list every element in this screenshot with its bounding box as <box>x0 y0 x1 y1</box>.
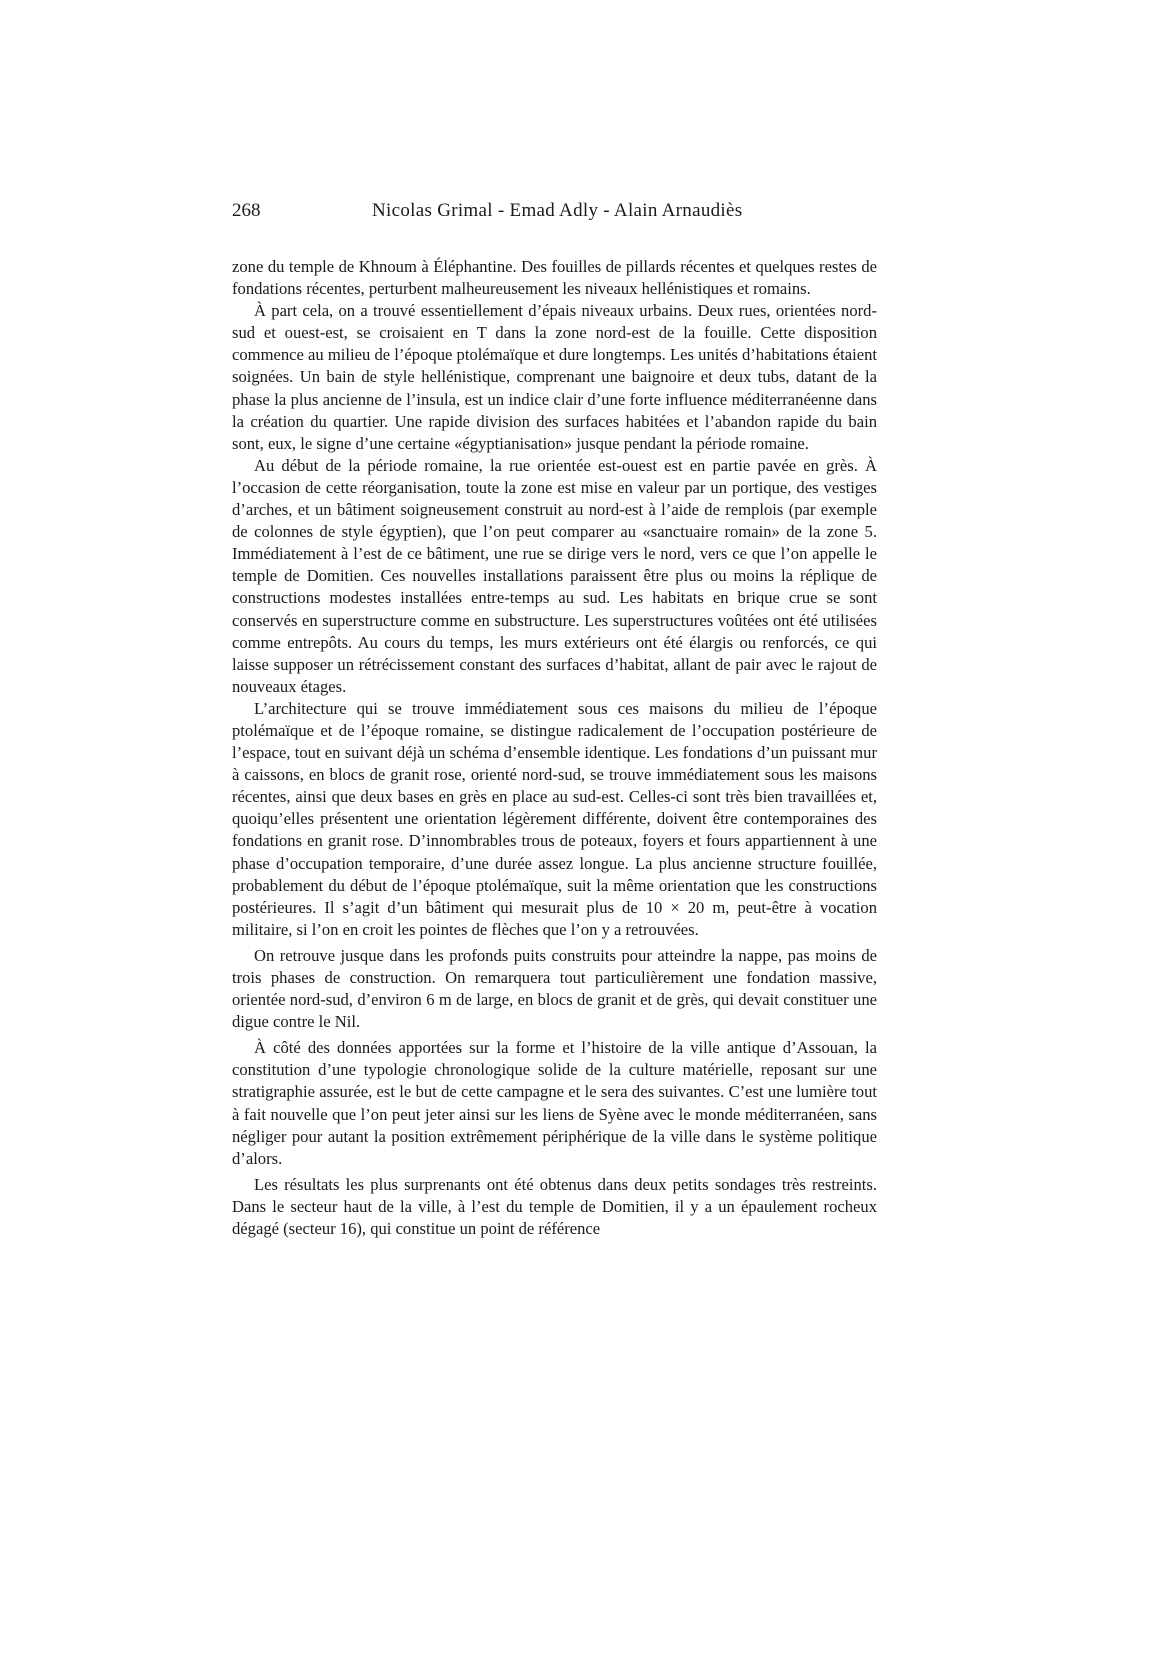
body-text <box>232 256 877 1240</box>
paragraph: Au début de la période romaine, la rue orientée est-ouest est en partie pavée en grès. À l’occasion de cette réorganisation, toute la zone est mise en valeur par un portique, des vestiges d’arches, et un bâtiment soigneusement construit au nord-est à l’aide de remplois (par exemple de colonnes de style égyptien), que l’on peut comparer au «sanctuaire romain» de la zone 5. Immédiatement à l’est de ce bâtiment, une rue se dirige vers le nord, vers ce que l’on appelle le temple de Domitien. Ces nouvelles installations paraissent être plus ou moins la réplique de constructions modestes installées entre-temps au sud. Les habitats en brique crue se sont conservés en superstructure comme en substructure. Les superstructures voûtées ont été utilisées comme entrepôts. Au cours du temps, les murs extérieurs ont été élargis ou renforcés, ce qui laisse supposer un rétrécissement constant des surfaces d’habitat, allant de pair avec le rajout de nouveaux étages. <box>232 455 877 696</box>
paragraph: À part cela, on a trouvé essentiellement d’épais niveaux urbains. Deux rues, orientées nord-sud et ouest-est, se croisaient en T dans la zone nord-est de la fouille. Cette disposition commence au milieu de l’époque ptolémaïque et dure longtemps. Les unités d’habitations étaient soignées. Un bain de style hellénistique, comprenant une baignoire et deux tubs, datant de la phase la plus ancienne de l’insula, est un indice clair d’une forte influence méditerranéenne dans la création du quartier. Une rapide division des surfaces habitées et l’abandon rapide du bain sont, eux, le signe d’une certaine «égyptianisation» jusque pendant la période romaine. <box>232 301 877 453</box>
paragraph: On retrouve jusque dans les profonds puits construits pour atteindre la nappe, pas moins de trois phases de construction. On remarquera tout particulièrement une fondation massive, orientée nord-sud, d’environ 6 m de large, en blocs de granit et de grès, qui devait constituer une digue contre le Nil. <box>232 945 877 1032</box>
paragraph: L’architecture qui se trouve immédiatement sous ces maisons du milieu de l’époque ptolémaïque et de l’époque romaine, se distingue radicalement de l’occupation postérieure de l’espace, tout en suivant déjà un schéma d’ensemble identique. Les fondations d’un puissant mur à caissons, en blocs de granit rose, orienté nord-sud, se trouve immédiatement sous les maisons récentes, ainsi que deux bases en grès en place au sud-est. Celles-ci sont très bien travaillées et, quoiqu’elles présentent une orientation légèrement différente, doivent être contemporaines des fondations en granit rose. D’innombrables trous de poteaux, foyers et fours appartiennent à une phase d’occupation temporaire, d’une durée assez longue. La plus ancienne structure fouillée, probablement du début de l’époque ptolémaïque, suit la même orientation que les constructions postérieures. Il s’agit d’un bâtiment qui mesurait plus de 10 × 20 m, peut-être à vocation militaire, si l’on en croit les pointes de flèches que l’on y a retrouvées. <box>232 698 877 939</box>
page-number: 268 <box>232 200 261 221</box>
running-header <box>232 200 877 230</box>
paragraph: À côté des données apportées sur la forme et l’histoire de la ville antique d’Assouan, la constitution d’une typologie chronologique solide de la culture matérielle, reposant sur une stratigraphie assurée, est le but de cette campagne et le sera des suivantes. C’est une lumière tout à fait nouvelle que l’on peut jeter ainsi sur les liens de Syène avec le monde méditerranéen, sans négliger pour autant la position extrêmement périphérique de la ville dans le système politique d’alors. <box>232 1038 877 1168</box>
paragraph: Les résultats les plus surprenants ont été obtenus dans deux petits sondages très restreints. Dans le secteur haut de la ville, à l’est du temple de Domitien, il y a un épaulement rocheux dégagé (secteur 16), qui constitue un point de référence <box>232 1174 877 1239</box>
running-head-authors: Nicolas Grimal - Emad Adly - Alain Arnaudiès <box>372 200 743 221</box>
paragraph: zone du temple de Khnoum à Éléphantine. Des fouilles de pillards récentes et quelques restes de fondations récentes, perturbent malheureusement les niveaux hellénistiques et romains. <box>232 257 877 299</box>
